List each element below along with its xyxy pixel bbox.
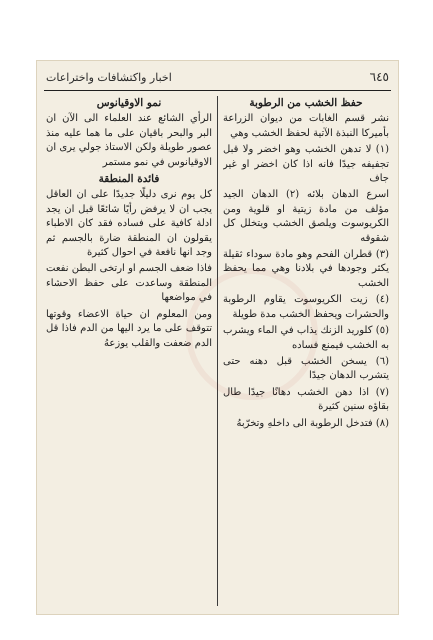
running-title: اخبار واكتشافات واختراعات xyxy=(46,70,172,84)
paragraph: (١) لا تدهن الخشب وهو اخضر ولا قبل تجفيفه جيدًا فانه اذا كان اخضر او غير جاف xyxy=(223,144,389,185)
page-header xyxy=(46,68,389,86)
article-title-ocean: نمو الاوقيانوس xyxy=(96,97,162,109)
paragraph: (٣) قطران الفحم وهو مادة سوداء ثقيلة يكثر وجودها في بلادنا وهي مما يحفظ الخشب xyxy=(223,249,389,289)
paragraph: الرأي الشائع عند العلماء الى الآن ان البر والبحر باقيان على ما هما عليه منذ عصور طويلة ولكن الاستاذ جولي يرى ان الاوقيانوس في نمو مستمر xyxy=(46,113,212,168)
left-column xyxy=(46,96,212,606)
paragraph: كل يوم نرى دليلًا جديدًا على ان العاقل يجب ان لا يرفض رأيًا شائعًا قبل ان يجد ادلة كافية على فساده فقد كان الاطباء يقولون ان المنطقة ضارة بالجسم ثم وجد انها نافعة في احوال كثيرة xyxy=(46,189,212,259)
header-rule xyxy=(44,90,391,91)
paragraph: نشر قسم الغابات من ديوان الزراعة بأميركا النبذة الآتية لحفظ الخشب وهي xyxy=(223,113,389,139)
paragraph: اسرع الدهان بلائه (٢) الدهان الجيد مؤلف من مادة زيتية او قلوية ومن الكريوسوت ويلصق الخشب ويتخلل كل شقوقه xyxy=(223,189,389,244)
page-number: ٦٤٥ xyxy=(369,70,389,84)
right-column xyxy=(223,96,389,606)
article-subtitle-belt: فائدة المنطقة xyxy=(98,173,160,186)
paragraph: (٥) كلوريد الزنك يذاب في الماء ويشرب به الخشب فيمنع فساده xyxy=(223,325,389,351)
article-title-wood: حفظ الخشب من الرطوبة xyxy=(249,97,363,109)
paragraph: (٨) فتدخل الرطوبة الى داخلهِ وتخرّبهُ xyxy=(236,417,389,429)
paragraph: فاذا ضعف الجسم او ارتخى البطن نفعت المنطقة وساعدت على حفظ الاحشاء في مواضعها xyxy=(46,263,212,304)
column-divider xyxy=(217,96,218,606)
paragraph: (٧) اذا دهن الخشب دهانًا جيدًا طال بقاؤه سنين كثيرة xyxy=(223,386,389,413)
scanned-page xyxy=(36,60,399,615)
paragraph: (٤) زيت الكريوسوت يقاوم الرطوبة والحشرات ويحفظ الخشب مدة طويلة xyxy=(223,294,389,320)
paragraph: ومن المعلوم ان حياة الاعضاء وقوتها تتوقف على ما يرد اليها من الدم فاذا قل الدم ضعفت والقلب يوزعهُ xyxy=(46,308,212,349)
paragraph: (٦) يسخن الخشب قبل دهنه حتى يتشرب الدهان جيدًا xyxy=(223,355,389,382)
